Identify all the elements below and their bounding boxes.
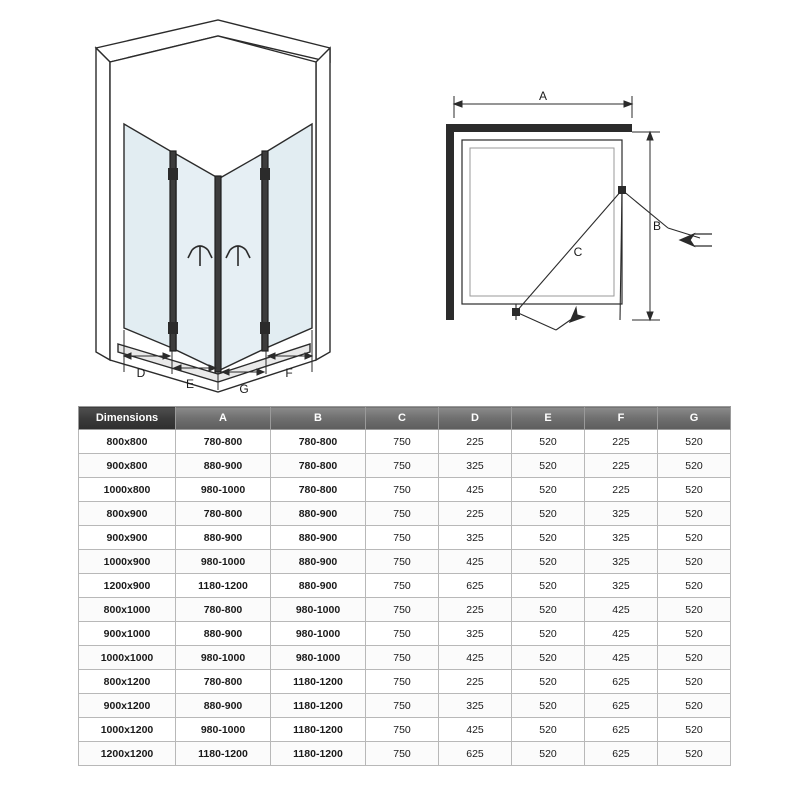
- cell-d: 425: [439, 718, 512, 742]
- table-row: [79, 694, 731, 718]
- cell-e: 520: [512, 694, 585, 718]
- cell-g: 520: [658, 526, 731, 550]
- table-header: [79, 407, 731, 430]
- cell-d: 325: [439, 526, 512, 550]
- dimensions-table: [78, 406, 731, 766]
- cell-e: 520: [512, 742, 585, 766]
- table-row: [79, 550, 731, 574]
- cell-g: 520: [658, 454, 731, 478]
- cell-b: 1180-1200: [271, 694, 366, 718]
- cell-e: 520: [512, 502, 585, 526]
- cell-d: 225: [439, 502, 512, 526]
- cell-c: 750: [366, 574, 439, 598]
- cell-c: 750: [366, 670, 439, 694]
- table-row: [79, 430, 731, 454]
- tray-inner: [470, 148, 614, 296]
- cell-f: 325: [585, 526, 658, 550]
- cell-d: 325: [439, 622, 512, 646]
- cell-g: 520: [658, 430, 731, 454]
- cell-d: 625: [439, 574, 512, 598]
- cell-f: 625: [585, 694, 658, 718]
- cell-g: 520: [658, 670, 731, 694]
- cell-c: 750: [366, 718, 439, 742]
- label-E: E: [185, 377, 195, 391]
- cell-f: 225: [585, 454, 658, 478]
- cell-d: 225: [439, 670, 512, 694]
- dimensions-table-wrap: [78, 406, 722, 766]
- cell-dimensions: 1000x900: [79, 550, 176, 574]
- table-body: [79, 430, 731, 766]
- cell-g: 520: [658, 502, 731, 526]
- cell-f: 325: [585, 502, 658, 526]
- cell-b: 780-800: [271, 454, 366, 478]
- cell-f: 625: [585, 670, 658, 694]
- label-G: G: [239, 382, 249, 396]
- cell-dimensions: 1000x1000: [79, 646, 176, 670]
- cell-dimensions: 900x800: [79, 454, 176, 478]
- cell-c: 750: [366, 694, 439, 718]
- cell-c: 750: [366, 598, 439, 622]
- column-header-b: B: [271, 407, 366, 430]
- cell-a: 1180-1200: [176, 742, 271, 766]
- cell-d: 425: [439, 646, 512, 670]
- cell-d: 225: [439, 430, 512, 454]
- cell-a: 880-900: [176, 526, 271, 550]
- cell-dimensions: 800x1000: [79, 598, 176, 622]
- cell-g: 520: [658, 646, 731, 670]
- table-row: [79, 598, 731, 622]
- table-row: [79, 670, 731, 694]
- cell-d: 425: [439, 478, 512, 502]
- cell-a: 880-900: [176, 694, 271, 718]
- cell-c: 750: [366, 622, 439, 646]
- cell-e: 520: [512, 598, 585, 622]
- label-B: B: [652, 219, 662, 233]
- table-row: [79, 502, 731, 526]
- cell-d: 325: [439, 454, 512, 478]
- cell-dimensions: 900x1000: [79, 622, 176, 646]
- table-row: [79, 526, 731, 550]
- table-row: [79, 742, 731, 766]
- cell-b: 880-900: [271, 574, 366, 598]
- cell-a: 880-900: [176, 454, 271, 478]
- cell-a: 980-1000: [176, 718, 271, 742]
- cell-a: 780-800: [176, 430, 271, 454]
- table-row: [79, 718, 731, 742]
- wall-top: [446, 124, 632, 132]
- cell-b: 980-1000: [271, 598, 366, 622]
- cell-c: 750: [366, 478, 439, 502]
- cell-b: 780-800: [271, 430, 366, 454]
- cell-dimensions: 900x900: [79, 526, 176, 550]
- cell-b: 780-800: [271, 478, 366, 502]
- cell-c: 750: [366, 502, 439, 526]
- cell-a: 980-1000: [176, 478, 271, 502]
- cell-f: 325: [585, 574, 658, 598]
- cell-a: 880-900: [176, 622, 271, 646]
- cell-c: 750: [366, 430, 439, 454]
- cell-c: 750: [366, 646, 439, 670]
- cell-dimensions: 1200x900: [79, 574, 176, 598]
- column-header-d: D: [439, 407, 512, 430]
- cell-g: 520: [658, 742, 731, 766]
- cell-e: 520: [512, 550, 585, 574]
- cell-f: 425: [585, 646, 658, 670]
- cell-e: 520: [512, 478, 585, 502]
- cell-f: 225: [585, 430, 658, 454]
- cell-g: 520: [658, 694, 731, 718]
- cell-dimensions: 1000x1200: [79, 718, 176, 742]
- cell-dimensions: 900x1200: [79, 694, 176, 718]
- cell-f: 625: [585, 742, 658, 766]
- cell-c: 750: [366, 526, 439, 550]
- cell-a: 780-800: [176, 598, 271, 622]
- cell-d: 425: [439, 550, 512, 574]
- cell-d: 225: [439, 598, 512, 622]
- cell-f: 425: [585, 598, 658, 622]
- table-row: [79, 478, 731, 502]
- column-header-g: G: [658, 407, 731, 430]
- cell-g: 520: [658, 718, 731, 742]
- label-C: C: [573, 245, 583, 259]
- column-header-e: E: [512, 407, 585, 430]
- cell-e: 520: [512, 622, 585, 646]
- cell-d: 325: [439, 694, 512, 718]
- label-A: A: [538, 89, 548, 103]
- cell-g: 520: [658, 550, 731, 574]
- cell-a: 780-800: [176, 670, 271, 694]
- cell-dimensions: 800x900: [79, 502, 176, 526]
- cell-e: 520: [512, 454, 585, 478]
- table-row: [79, 454, 731, 478]
- cell-e: 520: [512, 670, 585, 694]
- cell-e: 520: [512, 574, 585, 598]
- cell-f: 425: [585, 622, 658, 646]
- cell-g: 520: [658, 598, 731, 622]
- header-row: [79, 407, 731, 430]
- cell-b: 880-900: [271, 502, 366, 526]
- cell-c: 750: [366, 742, 439, 766]
- cell-f: 225: [585, 478, 658, 502]
- column-header-f: F: [585, 407, 658, 430]
- cell-e: 520: [512, 526, 585, 550]
- cell-a: 980-1000: [176, 646, 271, 670]
- cell-b: 880-900: [271, 526, 366, 550]
- column-header-dimensions: Dimensions: [79, 407, 176, 430]
- cell-d: 625: [439, 742, 512, 766]
- cell-e: 520: [512, 430, 585, 454]
- cell-a: 980-1000: [176, 550, 271, 574]
- cell-g: 520: [658, 622, 731, 646]
- cell-f: 625: [585, 718, 658, 742]
- cell-c: 750: [366, 454, 439, 478]
- column-header-a: A: [176, 407, 271, 430]
- cell-c: 750: [366, 550, 439, 574]
- cell-e: 520: [512, 646, 585, 670]
- cell-b: 1180-1200: [271, 742, 366, 766]
- cell-b: 980-1000: [271, 646, 366, 670]
- cell-b: 880-900: [271, 550, 366, 574]
- table-row: [79, 646, 731, 670]
- wall-left: [446, 124, 454, 320]
- cell-b: 980-1000: [271, 622, 366, 646]
- table-row: [79, 622, 731, 646]
- cell-g: 520: [658, 574, 731, 598]
- label-D: D: [136, 366, 146, 380]
- plan-view: [446, 89, 712, 330]
- cell-b: 1180-1200: [271, 718, 366, 742]
- column-header-c: C: [366, 407, 439, 430]
- cell-e: 520: [512, 718, 585, 742]
- cell-dimensions: 1000x800: [79, 478, 176, 502]
- cell-dimensions: 800x800: [79, 430, 176, 454]
- table-row: [79, 574, 731, 598]
- cell-a: 1180-1200: [176, 574, 271, 598]
- cell-g: 520: [658, 478, 731, 502]
- label-F: F: [285, 366, 293, 380]
- cell-b: 1180-1200: [271, 670, 366, 694]
- cell-dimensions: 800x1200: [79, 670, 176, 694]
- cell-f: 325: [585, 550, 658, 574]
- cell-a: 780-800: [176, 502, 271, 526]
- cell-dimensions: 1200x1200: [79, 742, 176, 766]
